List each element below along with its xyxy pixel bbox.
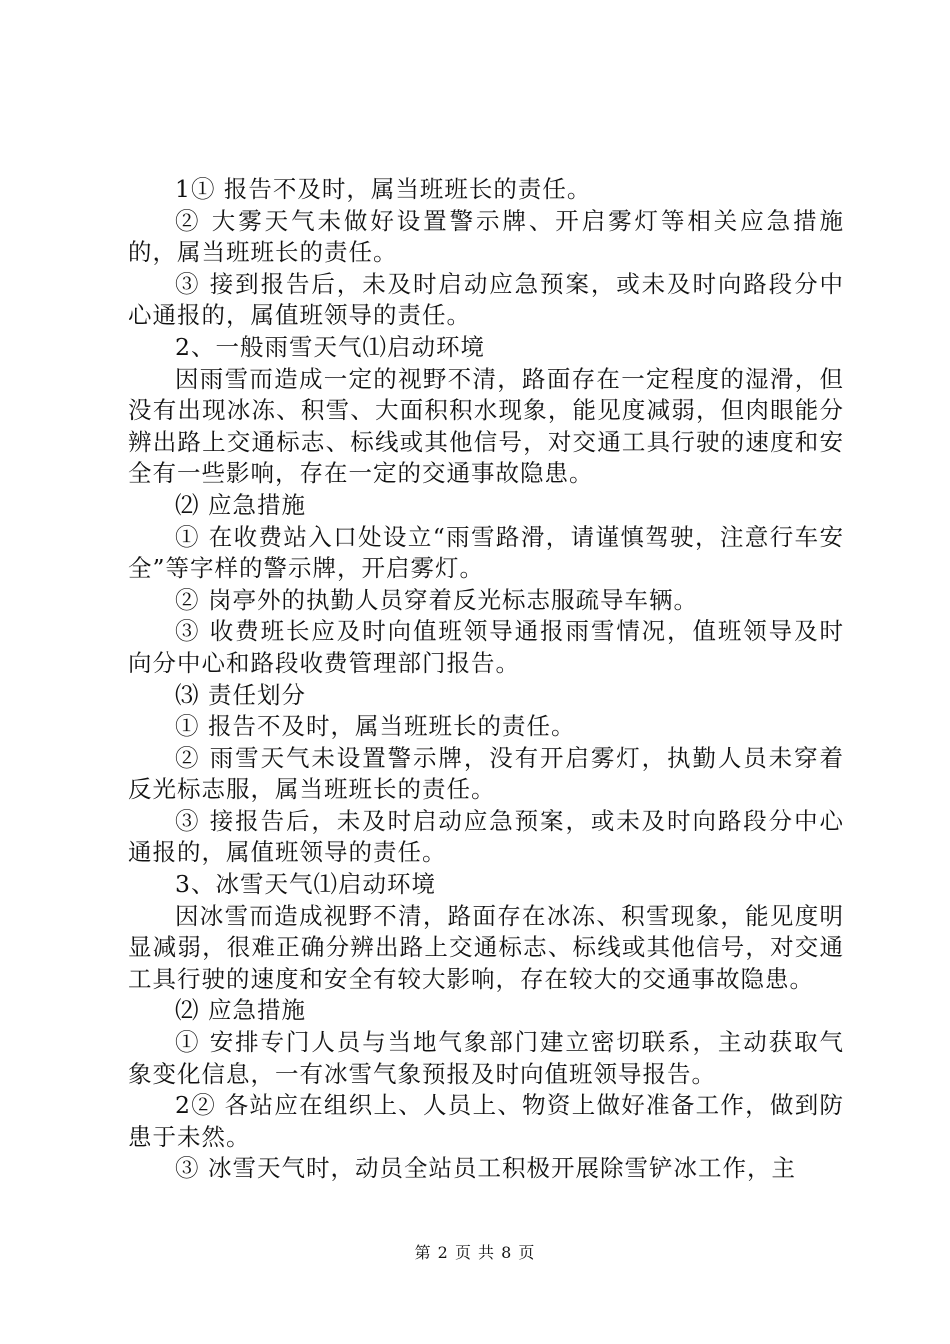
body-text (128, 174, 844, 1185)
subsection-heading: ⑵ 应急措施 (175, 490, 306, 519)
section-heading: 3、冰雪天气⑴启动环境 (175, 870, 436, 899)
paragraph: ③ 接到报告后，未及时启动应急预案，或未及时向路段分中心通报的，属值班领导的责任。 (128, 269, 844, 330)
section-heading: 2、一般雨雪天气⑴启动环境 (175, 332, 485, 361)
paragraph: 2② 各站应在组织上、人员上、物资上做好准备工作，做到防患于未然。 (128, 1091, 844, 1151)
page-number-label: 第 2 页 共 8 页 (414, 1243, 536, 1262)
paragraph: ③ 收费班长应及时向值班领导通报雨雪情况，值班领导及时向分中心和路段收费管理部门报告。 (128, 617, 844, 677)
subsection-heading: ⑵ 应急措施 (175, 996, 306, 1025)
paragraph: 因雨雪而造成一定的视野不清，路面存在一定程度的湿滑，但没有出现冰冻、积雪、大面积积水现象，能见度减弱，但肉眼能分辨出路上交通标志、标线或其他信号，对交通工具行驶的速度和安全有一些影响，存在一定的交通事故隐患。 (128, 364, 844, 488)
paragraph: ② 大雾天气未做好设置警示牌、开启雾灯等相关应急措施的，属当班班长的责任。 (128, 206, 844, 267)
paragraph: ① 在收费站入口处设立“雨雪路滑，请谨慎驾驶，注意行车安全”等字样的警示牌，开启雾灯。 (128, 522, 844, 583)
paragraph: ① 报告不及时，属当班班长的责任。 (175, 712, 576, 741)
paragraph: ① 安排专门人员与当地气象部门建立密切联系，主动获取气象变化信息，一有冰雪气象预报及时向值班领导报告。 (128, 1028, 844, 1088)
paragraph: ③ 接报告后，未及时启动应急预案，或未及时向路段分中心通报的，属值班领导的责任。 (128, 806, 844, 867)
paragraph: ② 雨雪天气未设置警示牌，没有开启雾灯，执勤人员未穿着反光标志服，属当班班长的责任。 (128, 743, 844, 804)
paragraph: 1① 报告不及时，属当班班长的责任。 (175, 175, 592, 203)
paragraph: 因冰雪而造成视野不清，路面存在冰冻、积雪现象，能见度明显减弱，很难正确分辨出路上交通标志、标线或其他信号，对交通工具行驶的速度和安全有较大影响，存在较大的交通事故隐患。 (128, 901, 844, 993)
page-footer (0, 1243, 950, 1263)
paragraph: ③ 冰雪天气时，动员全站员工积极开展除雪铲冰工作，主 (175, 1154, 796, 1183)
subsection-heading: ⑶ 责任划分 (175, 680, 306, 709)
paragraph: ② 岗亭外的执勤人员穿着反光标志服疏导车辆。 (175, 585, 698, 614)
